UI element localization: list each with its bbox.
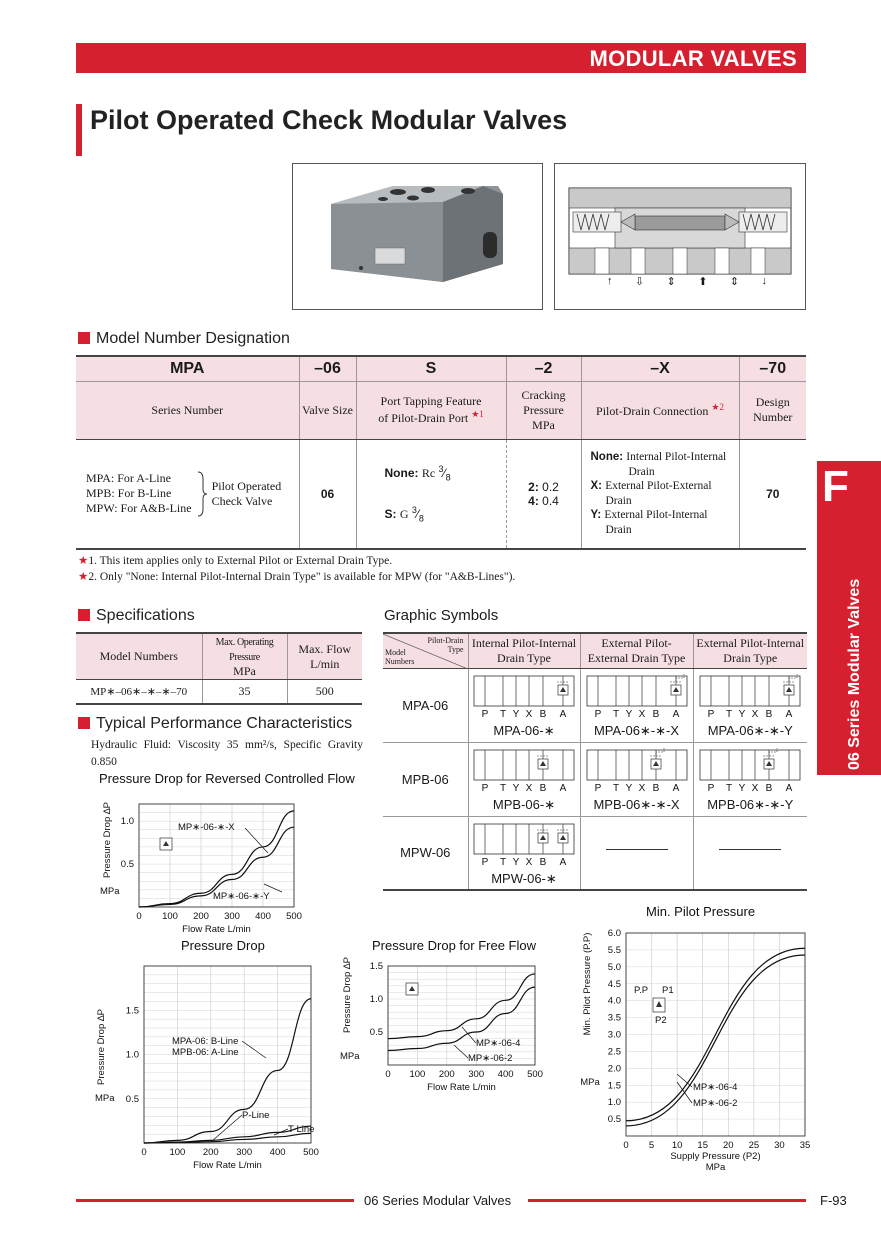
banner-text: MODULAR VALVES [589,46,797,71]
x-axis-title: Flow Rate L/min [182,924,251,934]
port-label: P [481,782,489,794]
flow-arrow-icon: ↑ [607,275,613,287]
valve-symbol [471,746,577,794]
y-unit-label: MPa [95,1093,115,1104]
port-label: T [499,708,507,720]
leader-line [462,1027,476,1043]
port-label: T [726,782,733,794]
side-tab-letter: F [822,462,849,511]
footnote-marker: ★2 [711,401,724,412]
port-label: Y [512,856,520,868]
cracking-option: 4: 0.4 [528,493,559,508]
y-tick-label: 4.5 [607,978,621,990]
series-type: Check Valve [211,493,273,508]
not-available-dash [719,849,781,850]
port-option-none: None: Rc $^3⁄_8$ [384,464,451,483]
port-label: Y [738,782,746,794]
x-tick-label: 35 [799,1140,811,1151]
leader-line [242,1041,266,1058]
y-axis-title: Pressure Drop ∆P [96,1008,107,1086]
port-label: B [652,708,659,720]
series-label: MP∗-06-2 [693,1098,738,1109]
series-label: P-Line [242,1110,270,1121]
port-option-s: S: G $^3⁄_8$ [384,504,424,524]
series-line [144,999,311,1143]
spec-header-model: Model Numbers [76,633,202,680]
footnote-2: ★2. Only "None: Internal Pilot-Internal Drain Type" is available for MPW (for "A&B-Lines"). [78,571,516,583]
y-axis-title: Pressure Drop ∆P [342,956,353,1034]
corner-header: Pilot-Drain Type Model Numbers [383,633,468,668]
page-number: F-93 [820,1193,847,1208]
symbol-cell: P T Y X B A MPB-06-∗ [468,742,580,816]
port-label: T [612,782,619,794]
port-label: A [672,708,679,720]
desc-cell: Valve Size [299,381,356,439]
not-available-dash [606,849,668,850]
cracking-options-cell [506,439,581,549]
y-tick-label: 3.0 [607,1029,621,1041]
y-unit-label: MPa [340,1051,360,1062]
port-label: X [638,782,645,794]
port-label: A [559,708,567,720]
x-tick-label: 400 [497,1069,514,1080]
chart-title: Min. Pilot Pressure [646,904,756,919]
x-tick-label: 0 [623,1140,629,1151]
symbol-cell: P T Y X B A MPB-06∗-∗-Y [693,742,807,816]
y-tick-label: 1.0 [369,994,383,1005]
options-row [76,439,806,549]
chart-title: Pressure Drop for Free Flow [372,938,536,953]
design-number-cell: 70 [739,439,806,549]
model-designation-table [76,355,806,550]
y-tick-label: 0.5 [369,1027,383,1038]
symbol-cell: P T Y X B A MPB-06∗-∗-X [580,742,693,816]
y-axis-title: Min. Pilot Pressure (P.P) [582,932,593,1036]
y-unit-label: MPa [100,886,120,897]
spec-pressure-cell: 35 [202,680,287,704]
symbol-cell: P T Y X B A MPW-06-∗ [468,816,580,890]
spec-model-cell: MP∗–06∗–∗–∗–70 [76,680,202,704]
desc-cell: Series Number [76,381,299,439]
valve-symbol [471,672,577,720]
series-label: MP∗-06-∗-X [178,822,235,833]
series-options-cell [76,439,299,549]
port-label: Y [512,782,520,794]
symbol-body [700,750,800,780]
y-tick-label: 3.5 [607,1012,621,1024]
pilot-options-cell [581,439,739,549]
col-header-external-internal: External Pilot-Internal Drain Type [693,633,807,668]
x-tick-label: 0 [385,1069,391,1080]
symbol-row-mpb [383,742,807,816]
y-tick-label: 1.0 [120,816,134,828]
x-unit-label: MPa [705,1162,726,1173]
series-label: MP∗-06-4 [476,1038,521,1049]
fluid-note: Hydraulic Fluid: Viscosity 35 mm²/s, Specific Gravity 0.850 [91,739,363,768]
port-label: T [612,708,619,720]
spec-header-pressure: Max. Operating Pressure MPa [202,633,287,680]
x-axis-title: Flow Rate L/min [427,1082,496,1093]
performance-heading: Typical Performance Characteristics [78,715,352,733]
series-label: MPA-06: B-Line [172,1036,239,1047]
product-photo [292,163,543,310]
x-tick-label: 20 [722,1140,734,1151]
col-header-internal: Internal Pilot-Internal Drain Type [468,633,580,668]
code-cell: S [356,356,506,381]
code-cell: –06 [299,356,356,381]
valve-block-illustration [293,164,542,309]
symbol-cell: P T Y X B A MPA-06∗-∗-X [580,668,693,742]
graphic-symbols-heading: Graphic Symbols [384,607,499,624]
col-header-external: External Pilot- External Drain Type [580,633,693,668]
code-cell: MPA [76,356,299,381]
code-cell: –X [581,356,739,381]
legend-box-label: P1 [662,985,674,996]
series-option: MPB: For B-Line [86,486,172,501]
port-label: Y [625,708,632,720]
y-tick-label: 4.0 [607,995,621,1007]
x-tick-label: 200 [193,911,209,922]
series-label: T-Line [288,1124,315,1135]
series-option: MPA: For A-Line [86,471,171,486]
port-label: A [785,708,793,720]
port-label: X [525,708,533,720]
y-tick-label: 2.5 [607,1046,621,1058]
port-label: X [525,856,533,868]
bullet-square-icon [78,717,90,729]
side-tab-label-wrap [846,540,870,770]
footer-text: 06 Series Modular Valves [364,1193,512,1208]
desc-cell: Design Number [739,381,806,439]
port-label: X [525,782,533,794]
port-label: P [707,782,715,794]
footer-rule-right [528,1199,806,1202]
port-label: B [539,856,547,868]
x-tick-label: 300 [468,1069,485,1080]
row-label: MPB-06 [383,742,468,816]
legend-box-label: P.P [634,985,649,996]
x-tick-label: 200 [202,1147,219,1158]
port-label: T [499,782,507,794]
model-designation-heading: Model Number Designation [78,330,290,348]
port-label: B [652,782,659,794]
graphic-symbols-table [383,632,807,891]
y-tick-label: 1.5 [369,961,383,972]
chart-min-pilot-pressure [576,922,816,1174]
x-tick-label: 0 [136,911,142,922]
port-label: P [481,856,489,868]
chart-reversed-flow [90,790,320,934]
y-unit-label: MPa [580,1077,600,1088]
y-tick-label: 0.5 [120,859,134,871]
spec-flow-cell: 500 [287,680,362,704]
series-type: Pilot Operated [211,478,282,493]
port-label: X [751,708,759,720]
x-tick-label: 25 [748,1140,760,1151]
port-label: P [594,782,601,794]
symbol-row-mpa [383,668,807,742]
external-pilot-line [656,748,664,756]
specifications-table [76,632,362,705]
port-label: P [481,708,489,720]
bullet-square-icon [78,609,90,621]
desc-cell: Cracking Pressure MPa [506,381,581,439]
y-tick-label: 5.0 [607,961,621,973]
chart-free-flow [338,955,550,1095]
footer-rule-left [76,1199,354,1202]
valve-symbol [697,746,803,794]
footnote-1: ★1. This item applies only to External Pilot or External Drain Type. [78,555,393,567]
y-tick-label: 2.0 [607,1063,621,1075]
port-label: Y [738,708,746,720]
leader-line [454,1045,468,1058]
pilot-option: None: Internal Pilot-Internal Drain [590,451,727,478]
symbol-body [474,750,574,780]
flow-arrow-icon: ↓ [761,275,767,287]
valve-symbol [584,672,690,720]
symbol-cell: P T Y X B A MPA-06∗-∗-Y [693,668,807,742]
port-label: B [765,708,773,720]
page-title: Pilot Operated Check Modular Valves [90,105,568,135]
cutaway-drawing [554,163,806,310]
title-accent-bar [76,104,82,156]
flow-arrow-icon: ⬆ [698,276,708,288]
symbol-row-mpw [383,816,807,890]
port-label: P [707,708,715,720]
x-tick-label: 0 [141,1147,147,1158]
side-tab-label: 06 Series Modular Valves [846,578,863,770]
external-pilot-line [676,674,684,682]
legend-box-label: P2 [655,1015,667,1026]
symbol-cell-empty [580,816,693,890]
row-label: MPA-06 [383,668,468,742]
external-pilot-line [769,748,777,756]
brace-icon [196,471,208,517]
y-tick-label: 1.5 [125,1005,139,1017]
port-label: A [785,782,793,794]
port-label: A [672,782,679,794]
symbol-cell: P T Y X B A MPA-06-∗ [468,668,580,742]
chart-pressure-drop [92,955,332,1175]
port-label: P [594,708,601,720]
port-label: A [559,782,567,794]
flow-arrow-row [607,275,767,288]
x-tick-label: 300 [236,1147,253,1158]
port-label: B [765,782,773,794]
pilot-option: Y: External Pilot-Internal Drain [590,509,708,536]
port-label: A [559,856,567,868]
description-row [76,381,806,439]
specifications-heading: Specifications [78,607,195,625]
desc-cell: Pilot-Drain Connection $^{★2}$ [581,381,739,439]
x-tick-label: 100 [409,1069,426,1080]
valve-symbol [584,746,690,794]
chart-title: Pressure Drop for Reversed Controlled Flow [99,771,355,786]
port-label: Y [625,782,632,794]
x-axis-title: Flow Rate L/min [193,1160,262,1171]
x-tick-label: 400 [269,1147,286,1158]
port-label: B [539,708,547,720]
code-cell: –2 [506,356,581,381]
flow-arrow-icon: ⇕ [729,276,740,288]
series-option: MPW: For A&B-Line [86,501,192,516]
y-tick-label: 1.5 [607,1080,621,1092]
x-tick-label: 5 [648,1140,655,1151]
x-tick-label: 500 [286,911,302,922]
x-axis-title: Supply Pressure (P2) [670,1151,761,1162]
section-banner [76,43,806,73]
x-tick-label: 100 [169,1147,186,1158]
x-tick-label: 30 [774,1140,785,1151]
valve-size-cell: 06 [299,439,356,549]
series-label: MPB-06: A-Line [172,1047,239,1058]
plot-frame [388,966,535,1065]
pilot-option: X: External Pilot-External Drain [590,480,712,507]
port-label: B [539,782,547,794]
valve-symbol [697,672,803,720]
x-tick-label: 200 [438,1069,455,1080]
footnote-marker: ★1 [471,409,484,419]
y-tick-label: 1.0 [607,1097,621,1109]
cracking-option: 2: 0.2 [528,479,559,494]
y-tick-label: 5.5 [607,944,621,956]
y-tick-label: 0.5 [607,1114,621,1126]
row-label: MPW-06 [383,816,468,890]
x-tick-label: 500 [303,1147,319,1158]
y-axis-title: Pressure Drop ∆P [102,801,113,879]
port-label: T [726,708,733,720]
code-row [76,356,806,381]
series-label: MP∗-06-4 [693,1082,738,1093]
flow-arrow-icon: ⇕ [666,276,676,288]
flow-arrow-icon: ⇩ [634,276,645,288]
spec-header-flow: Max. Flow L/min [287,633,362,680]
code-cell: –70 [739,356,806,381]
y-tick-label: 0.5 [125,1093,139,1105]
x-tick-label: 15 [697,1140,709,1151]
x-tick-label: 100 [162,911,178,922]
series-label: MP∗-06-∗-Y [213,891,270,902]
port-label: Y [512,708,520,720]
y-tick-label: 6.0 [607,928,621,939]
port-label: X [751,782,759,794]
chart-title: Pressure Drop [181,938,265,953]
series-label: MP∗-06-2 [468,1053,513,1064]
port-label: X [638,708,645,720]
symbol-body [587,750,687,780]
symbol-cell-empty [693,816,807,890]
desc-cell: Port Tapping Feature of Pilot-Drain Port $^{★1}$ [356,381,506,439]
port-options-cell [356,439,506,549]
bullet-square-icon [78,332,90,344]
y-tick-label: 1.0 [125,1049,139,1061]
x-tick-label: 10 [671,1140,683,1151]
external-pilot-line [789,674,797,682]
port-label: T [499,856,507,868]
valve-symbol [471,820,577,868]
x-tick-label: 500 [527,1069,543,1080]
x-tick-label: 300 [224,911,240,922]
x-tick-label: 400 [255,911,271,922]
